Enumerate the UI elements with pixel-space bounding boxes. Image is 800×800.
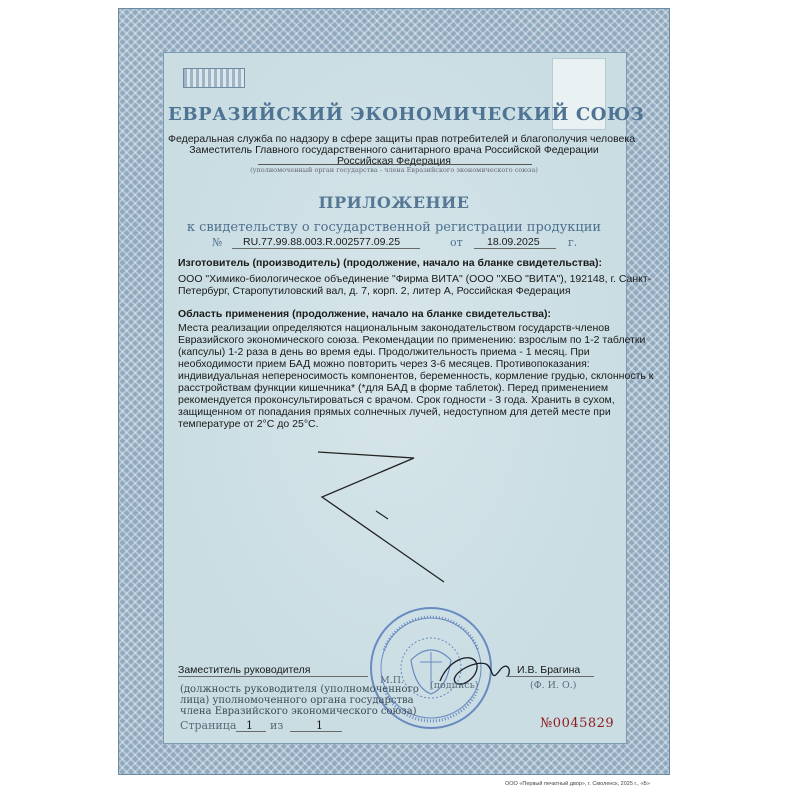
authority-note: (уполномоченный орган государства - члена Евразийского экономического союза) <box>250 166 538 174</box>
year-suffix: г. <box>568 236 578 249</box>
name-underline <box>506 676 594 677</box>
scope-line: расстройствам функции кишечника* (*для БАД в форме таблеток). Перед применением <box>178 382 609 394</box>
position-note-line: лица) уполномоченного органа государства <box>180 695 414 706</box>
page-underline <box>236 731 266 732</box>
fio-label: (Ф. И. О.) <box>530 680 577 691</box>
authority-line-2: Заместитель Главного государственного санитарного врача Российской Федерации <box>189 144 599 156</box>
scope-line: защищенном от попадания прямых солнечных лучей, недоступном для детей месте при <box>178 406 611 418</box>
total-pages: 1 <box>316 719 323 732</box>
scope-heading: Область применения (продолжение, начало на бланке свидетельства): <box>178 308 551 320</box>
number-label: № <box>212 236 223 249</box>
position-note-line: члена Евразийского экономического союза) <box>180 706 417 717</box>
manufacturer-line: ООО "Химико-биологическое объединение "Фирма ВИТА" (ООО "ХБО "ВИТА"), 192148, г. Санкт- <box>178 273 652 285</box>
manufacturer-heading: Изготовитель (производитель) (продолжение, начало на бланке свидетельства): <box>178 257 602 269</box>
authority-line-1: Федеральная служба по надзору в сфере защиты прав потребителей и благополучия человека <box>168 133 636 145</box>
scope-line: Места реализации определяются национальным законодательством государств-членов <box>178 322 610 334</box>
union-title: ЕВРАЗИЙСКИЙ ЭКОНОМИЧЕСКИЙ СОЮЗ <box>168 104 645 125</box>
mp-label: М.П. <box>380 675 405 686</box>
serial-number: №0045829 <box>540 716 615 731</box>
certificate-number: RU.77.99.88.003.R.002577.09.25 <box>243 236 401 248</box>
appendix-subtitle: к свидетельству о государственной регистрации продукции <box>186 220 602 235</box>
of-label: из <box>270 719 284 732</box>
authority-line-3: Российская Федерация <box>337 155 451 167</box>
position-note-line: (должность руководителя (уполномоченного <box>180 684 419 695</box>
page-number: 1 <box>246 719 253 732</box>
printer-footer: ООО «Первый печатный двор», г. Смоленск, 2025 г., «Б» <box>505 781 651 787</box>
position-underline <box>178 676 368 677</box>
appendix-title: ПРИЛОЖЕНИЕ <box>318 193 470 212</box>
date-label: от <box>450 236 463 249</box>
certificate-date: 18.09.2025 <box>487 236 540 248</box>
signature-label: (подпись) <box>430 680 479 691</box>
scope-line: Евразийского экономического союза. Рекомендации по применению: взрослым по 1-2 таблетки <box>178 334 646 346</box>
manufacturer-line: Петербург, Старопутиловский вал, д. 7, корп. 2, литер А, Российская Федерация <box>178 285 571 297</box>
page-label: Страница <box>180 719 237 732</box>
signer-name: И.В. Брагина <box>517 664 581 676</box>
scope-line: необходимости прием БАД можно повторить через 3-6 месяцев. Противопоказания: <box>178 358 590 370</box>
total-underline <box>290 731 342 732</box>
scope-line: рекомендуется проконсультироваться с врачом. Срок годности - 3 года. Хранить в сухом, <box>178 394 615 406</box>
scope-line: температуре от 2°С до 25°С. <box>178 418 319 430</box>
position-note <box>180 684 419 717</box>
signer-position: Заместитель руководителя <box>178 664 311 676</box>
scope-line: индивидуальная непереносимость компонентов, беременность, кормление грудью, склонность к <box>178 370 654 382</box>
scope-line: (капсулы) 1-2 раза в день во время еды. Продолжительность приема - 1 месяц. При <box>178 346 590 358</box>
